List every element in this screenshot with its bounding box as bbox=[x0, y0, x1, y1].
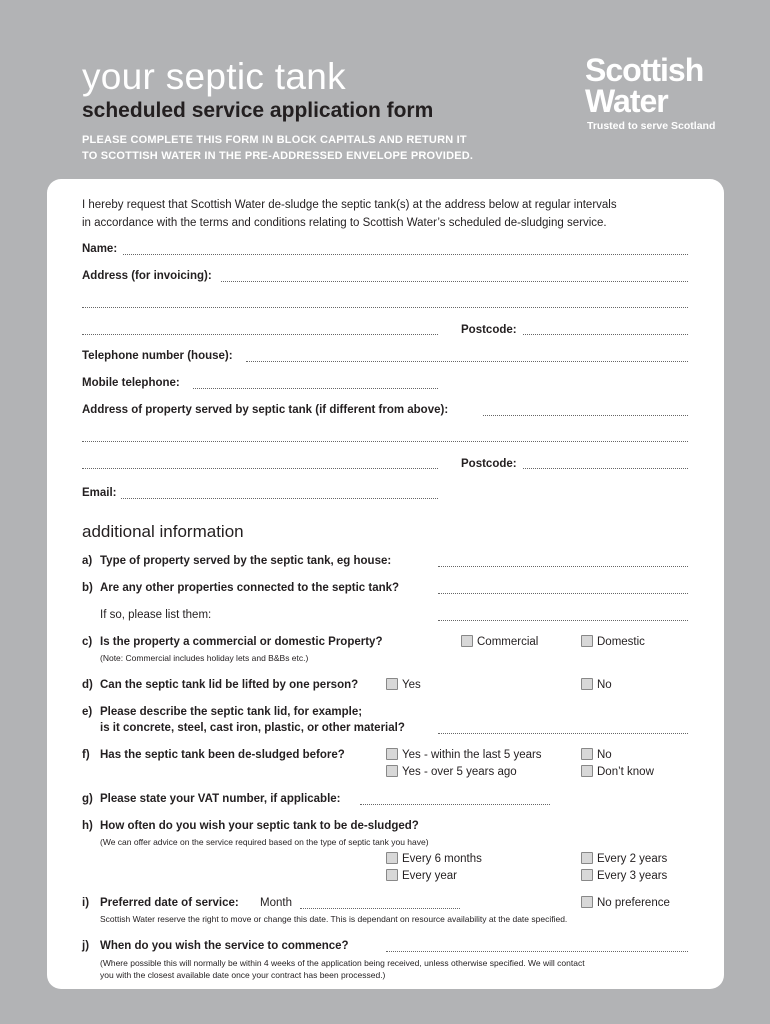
desludged-over5-label: Yes - over 5 years ago bbox=[402, 766, 517, 778]
every-3-years-label: Every 3 years bbox=[597, 870, 668, 882]
mobile-label: Mobile telephone: bbox=[82, 377, 180, 389]
logo-scottish: Scottish bbox=[585, 52, 704, 88]
domestic-checkbox[interactable] bbox=[581, 635, 593, 647]
instruction-line-2: TO SCOTTISH WATER IN THE PRE-ADDRESSED ENVELOPE PROVIDED. bbox=[82, 150, 474, 162]
question-e-line-2: is it concrete, steel, cast iron, plastic, or other material? bbox=[100, 722, 405, 734]
name-label: Name: bbox=[82, 243, 118, 255]
intro-line-1: I hereby request that Scottish Water de-sludge the septic tank(s) at the address below at regular intervals bbox=[82, 199, 617, 211]
other-properties-list-field[interactable] bbox=[438, 620, 688, 621]
property-type-field[interactable] bbox=[438, 566, 688, 567]
vat-number-field[interactable] bbox=[360, 804, 550, 805]
telephone-field[interactable] bbox=[246, 361, 688, 362]
desludged-no-checkbox[interactable] bbox=[581, 748, 593, 760]
every-year-checkbox[interactable] bbox=[386, 869, 398, 881]
question-h: How often do you wish your septic tank to be de-sludged? bbox=[100, 820, 419, 832]
commence-field[interactable] bbox=[386, 951, 688, 952]
question-f-label: f) bbox=[82, 749, 90, 761]
question-e-label: e) bbox=[82, 706, 93, 718]
question-j-label: j) bbox=[82, 940, 90, 952]
intro-line-2: in accordance with the terms and conditions relating to Scottish Water’s scheduled de-sludging service. bbox=[82, 217, 607, 229]
address-field-2[interactable] bbox=[82, 307, 688, 308]
month-label: Month bbox=[260, 897, 292, 909]
question-j-note-1: (Where possible this will normally be within 4 weeks of the application being received, unless otherwise specified. We will contact bbox=[100, 958, 585, 968]
mobile-field[interactable] bbox=[193, 388, 438, 389]
question-i: Preferred date of service: bbox=[100, 897, 239, 909]
lid-no-label: No bbox=[597, 679, 612, 691]
lid-no-checkbox[interactable] bbox=[581, 678, 593, 690]
every-2-years-label: Every 2 years bbox=[597, 853, 668, 865]
additional-heading: additional information bbox=[82, 522, 244, 541]
no-preference-checkbox[interactable] bbox=[581, 896, 593, 908]
address-label: Address (for invoicing): bbox=[82, 270, 212, 282]
address-field-3[interactable] bbox=[82, 334, 438, 335]
postcode-field[interactable] bbox=[523, 334, 688, 335]
month-field[interactable] bbox=[300, 908, 460, 909]
question-i-label: i) bbox=[82, 897, 90, 909]
question-a: Type of property served by the septic tank, eg house: bbox=[100, 555, 392, 567]
name-field[interactable] bbox=[123, 254, 688, 255]
property-address-field-2[interactable] bbox=[82, 441, 688, 442]
domestic-label: Domestic bbox=[597, 636, 645, 648]
question-d-label: d) bbox=[82, 679, 93, 691]
commercial-checkbox[interactable] bbox=[461, 635, 473, 647]
desludged-recent-checkbox[interactable] bbox=[386, 748, 398, 760]
question-h-note: (We can offer advice on the service required based on the type of septic tank you have) bbox=[100, 837, 429, 847]
postcode2-field[interactable] bbox=[523, 468, 688, 469]
question-j-note-2: you with the closest available date once your contract has been processed.) bbox=[100, 970, 386, 980]
other-properties-field[interactable] bbox=[438, 593, 688, 594]
address-field-1[interactable] bbox=[221, 281, 688, 282]
question-b: Are any other properties connected to the septic tank? bbox=[100, 582, 400, 594]
question-b-sub: If so, please list them: bbox=[100, 609, 212, 621]
every-3-years-checkbox[interactable] bbox=[581, 869, 593, 881]
logo-water: Water bbox=[585, 83, 668, 119]
every-2-years-checkbox[interactable] bbox=[581, 852, 593, 864]
question-i-note: Scottish Water reserve the right to move or change this date. This is dependant on resource availability at the date specified. bbox=[100, 914, 568, 924]
question-d: Can the septic tank lid be lifted by one person? bbox=[100, 679, 359, 691]
logo-tagline: Trusted to serve Scotland bbox=[587, 120, 716, 132]
desludged-recent-label: Yes - within the last 5 years bbox=[402, 749, 542, 761]
question-g-label: g) bbox=[82, 793, 93, 805]
every-year-label: Every year bbox=[402, 870, 457, 882]
email-label: Email: bbox=[82, 487, 117, 499]
desludged-no-label: No bbox=[597, 749, 612, 761]
lid-yes-label: Yes bbox=[402, 679, 421, 691]
every-6-months-checkbox[interactable] bbox=[386, 852, 398, 864]
no-preference-label: No preference bbox=[597, 897, 670, 909]
question-c-note: (Note: Commercial includes holiday lets and B&Bs etc.) bbox=[100, 653, 309, 663]
email-field[interactable] bbox=[121, 498, 438, 499]
question-g: Please state your VAT number, if applicable: bbox=[100, 793, 341, 805]
question-c: Is the property a commercial or domestic Property? bbox=[100, 636, 383, 648]
form-title: your septic tank bbox=[82, 56, 346, 97]
question-b-label: b) bbox=[82, 582, 93, 594]
postcode-label: Postcode: bbox=[461, 324, 517, 336]
question-f: Has the septic tank been de-sludged before? bbox=[100, 749, 345, 761]
postcode2-label: Postcode: bbox=[461, 458, 517, 470]
desludged-dontknow-checkbox[interactable] bbox=[581, 765, 593, 777]
lid-yes-checkbox[interactable] bbox=[386, 678, 398, 690]
commercial-label: Commercial bbox=[477, 636, 539, 648]
question-j: When do you wish the service to commence? bbox=[100, 940, 349, 952]
instruction-line-1: PLEASE COMPLETE THIS FORM IN BLOCK CAPITALS AND RETURN IT bbox=[82, 134, 467, 146]
telephone-label: Telephone number (house): bbox=[82, 350, 233, 362]
property-address-label: Address of property served by septic tank (if different from above): bbox=[82, 404, 449, 416]
desludged-dontknow-label: Don’t know bbox=[597, 766, 654, 778]
lid-material-field[interactable] bbox=[438, 733, 688, 734]
question-a-label: a) bbox=[82, 555, 93, 567]
desludged-over5-checkbox[interactable] bbox=[386, 765, 398, 777]
question-c-label: c) bbox=[82, 636, 93, 648]
property-address-field-1[interactable] bbox=[483, 415, 688, 416]
form-subtitle: scheduled service application form bbox=[82, 99, 434, 122]
question-h-label: h) bbox=[82, 820, 93, 832]
question-e-line-1: Please describe the septic tank lid, for example; bbox=[100, 706, 363, 718]
property-address-field-3[interactable] bbox=[82, 468, 438, 469]
every-6-months-label: Every 6 months bbox=[402, 853, 482, 865]
